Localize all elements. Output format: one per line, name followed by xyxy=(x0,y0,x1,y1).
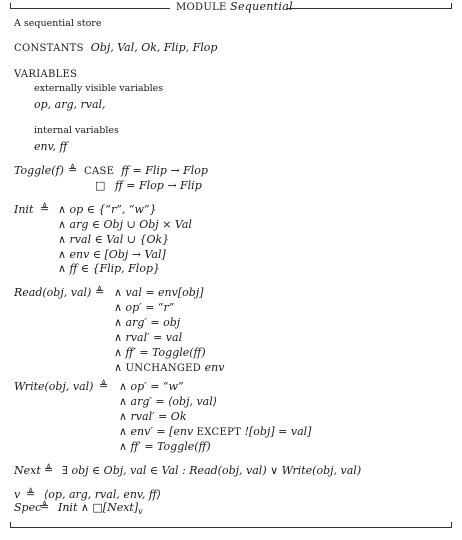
write-conjunct-4 xyxy=(119,425,311,439)
read-conjunct-2: ∧ op′ = “r” xyxy=(114,301,175,314)
module-comment: A sequential store xyxy=(14,18,102,29)
constants-list: Obj, Val, Ok, Flip, Flop xyxy=(90,41,218,54)
vars-head: v xyxy=(14,488,21,501)
except-keyword: EXCEPT xyxy=(196,427,242,438)
init-def-symbol: ≜ xyxy=(40,202,50,215)
frame-top-rule-left xyxy=(10,8,170,9)
spec-head: Spec xyxy=(14,501,42,514)
constants-declaration xyxy=(14,41,217,55)
frame-right-stub-bottom xyxy=(451,522,452,528)
init-conjunct-2: ∧ arg ∈ Obj ∪ Obj × Val xyxy=(58,218,192,231)
internal-variables-list: env, ff xyxy=(34,140,68,153)
read-conjunct-5: ∧ ff′ = Toggle(ff) xyxy=(114,346,206,359)
read-conjunct-unchanged xyxy=(114,361,224,375)
read-head: Read(obj, val) xyxy=(14,286,92,299)
write-head: Write(obj, val) xyxy=(14,380,94,393)
unchanged-keyword: UNCHANGED xyxy=(125,363,202,374)
toggle-head: Toggle(f) xyxy=(14,164,64,177)
init-conjunct-4: ∧ env ∈ [Obj → Val] xyxy=(58,248,166,261)
toggle-box-symbol: □ xyxy=(95,179,106,192)
init-conjunct-5: ∧ ff ∈ {Flip, Flop} xyxy=(58,262,160,275)
module-keyword: MODULE xyxy=(176,2,227,13)
read-conjunct-1: ∧ val = env[obj] xyxy=(114,286,204,299)
toggle-case-2: ff = Flop → Flip xyxy=(115,179,202,192)
external-variables-label: externally visible variables xyxy=(34,83,164,94)
spec-subscript: v xyxy=(138,507,143,517)
variables-keyword: VARIABLES xyxy=(14,69,78,80)
frame-right-stub-top xyxy=(451,3,452,9)
read-conjunct-3: ∧ arg′ = obj xyxy=(114,316,181,329)
module-name: Sequential xyxy=(230,0,293,13)
write-def-symbol: ≜ xyxy=(99,379,109,392)
spec-body: Init ∧ □[Next] xyxy=(58,501,139,514)
read-unchanged-and: ∧ xyxy=(114,361,123,374)
read-def-symbol: ≜ xyxy=(95,285,105,298)
constants-keyword: CONSTANTS xyxy=(14,43,84,54)
write-env-update-start: ∧ env′ = [env xyxy=(119,425,194,438)
module-title xyxy=(176,0,293,13)
write-conjunct-3: ∧ rval′ = Ok xyxy=(119,410,187,423)
vars-def-symbol: ≜ xyxy=(26,487,36,500)
spec-formula xyxy=(58,501,143,518)
next-head: Next xyxy=(14,464,41,477)
write-conjunct-5: ∧ ff′ = Toggle(ff) xyxy=(119,440,211,453)
init-conjunct-1: ∧ op ∈ {“r”, “w”} xyxy=(58,203,157,216)
next-body: ∃ obj ∈ Obj, val ∈ Val : Read(obj, val) ∨ Write(obj, val) xyxy=(62,464,362,477)
toggle-case-1: ff = Flip → Flop xyxy=(121,164,208,177)
init-head: Init xyxy=(14,203,34,216)
frame-bottom-rule xyxy=(10,527,452,528)
spec-def-symbol: ≜ xyxy=(40,500,50,513)
write-env-update-end: ![obj] = val] xyxy=(244,425,312,438)
external-variables-list: op, arg, rval, xyxy=(34,98,106,111)
internal-variables-label: internal variables xyxy=(34,125,119,136)
write-conjunct-2: ∧ arg′ = ⟨obj, val⟩ xyxy=(119,395,218,408)
write-conjunct-1: ∧ op′ = “w” xyxy=(119,380,184,393)
toggle-case-line-1 xyxy=(84,164,208,178)
read-conjunct-4: ∧ rval′ = val xyxy=(114,331,183,344)
frame-top-rule-right xyxy=(287,8,452,9)
read-unchanged-var: env xyxy=(204,361,225,374)
init-conjunct-3: ∧ rval ∈ Val ∪ {Ok} xyxy=(58,233,170,246)
case-keyword: CASE xyxy=(84,166,115,177)
vars-tuple: ⟨op, arg, rval, env, ff⟩ xyxy=(44,488,161,501)
next-def-symbol: ≜ xyxy=(44,463,54,476)
toggle-def-symbol: ≜ xyxy=(68,163,78,176)
